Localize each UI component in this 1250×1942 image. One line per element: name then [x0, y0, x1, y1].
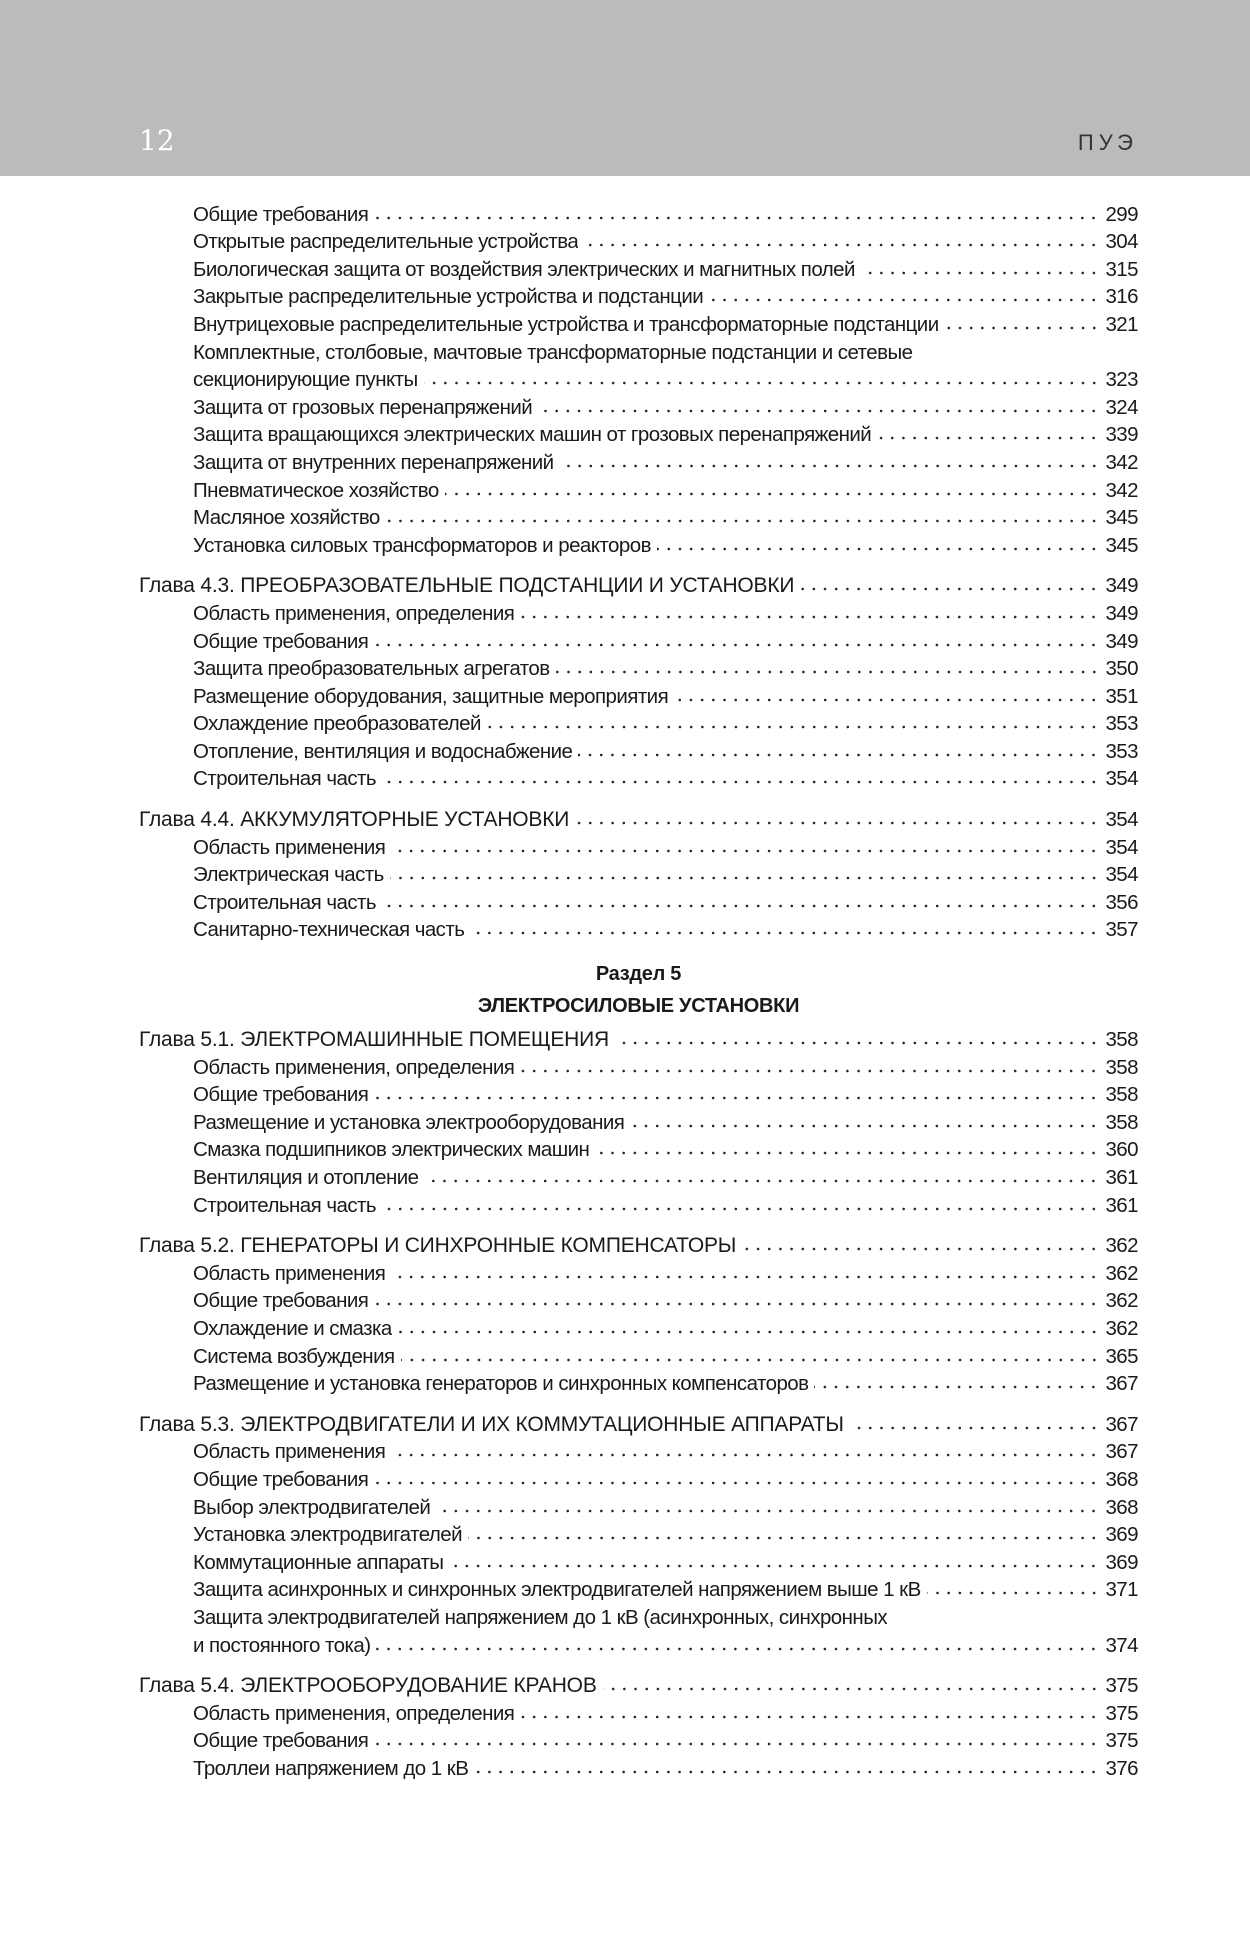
toc-page-number: 375 — [1105, 1701, 1138, 1725]
dot-leader — [487, 724, 1100, 730]
toc-entry-title: секционирующие пункты — [193, 368, 418, 392]
dot-leader — [800, 586, 1099, 592]
toc-entry[interactable] — [139, 392, 1138, 420]
toc-entry-title: Выбор электродвигателей — [193, 1495, 431, 1519]
toc-entry-title: Пневматическое хозяйство — [193, 478, 439, 502]
dot-leader — [374, 1301, 1099, 1307]
dot-leader — [877, 435, 1099, 441]
toc-entry-title: Глава 5.1. ЭЛЕКТРОМАШИННЫЕ ПОМЕЩЕНИЯ — [139, 1028, 609, 1052]
toc-entry-title: Область применения, определения — [193, 601, 515, 625]
toc-page-number: 299 — [1105, 202, 1138, 226]
toc-entry-title: Область применения — [193, 835, 386, 859]
dot-leader — [615, 1040, 1099, 1046]
toc-entry[interactable] — [139, 764, 1138, 792]
toc-page-number: 356 — [1105, 890, 1138, 914]
toc-page-number: 367 — [1105, 1412, 1138, 1436]
dot-leader — [374, 1741, 1099, 1747]
toc-entry-title: Защита электродвигателей напряжением до 1 кВ (асинхронных, синхронных — [193, 1605, 888, 1629]
dot-leader — [520, 1714, 1099, 1720]
toc-entry[interactable] — [139, 530, 1138, 558]
toc-page-number: 354 — [1105, 767, 1138, 791]
dot-leader — [391, 1452, 1099, 1458]
toc-entry-title: Область применения, определения — [193, 1055, 515, 1079]
toc-chapter[interactable] — [139, 1671, 1138, 1699]
dot-leader — [468, 1535, 1099, 1541]
toc-entry-title: Область применения — [193, 1440, 386, 1464]
dot-leader — [945, 325, 1100, 331]
toc-entry[interactable] — [139, 736, 1138, 764]
dot-leader — [374, 1480, 1099, 1486]
dot-leader — [376, 1646, 1099, 1652]
toc-group — [139, 1231, 1138, 1397]
toc-page-number: 353 — [1105, 712, 1138, 736]
toc-page-number: 374 — [1105, 1633, 1138, 1657]
toc-entry-title: Глава 5.3. ЭЛЕКТРОДВИГАТЕЛИ И ИХ КОММУТАЦИОННЫЕ АППАРАТЫ — [139, 1412, 844, 1436]
toc-entry-title: Смазка подшипников электрических машин — [193, 1138, 590, 1162]
toc-entry[interactable] — [139, 1286, 1138, 1314]
toc-entry[interactable] — [139, 598, 1138, 626]
dot-leader — [603, 1686, 1100, 1692]
dot-leader — [674, 697, 1099, 703]
toc-entry-title: Электрическая часть — [193, 863, 384, 887]
toc-entry[interactable] — [139, 887, 1138, 915]
toc-entry[interactable] — [139, 1464, 1138, 1492]
dot-leader — [470, 930, 1099, 936]
toc-entry[interactable] — [139, 309, 1138, 337]
toc-chapter[interactable] — [139, 1231, 1138, 1259]
toc-entry-title: Размещение и установка генераторов и синхронных компенсаторов — [193, 1372, 809, 1396]
toc-entry-title: Область применения, определения — [193, 1701, 515, 1725]
dot-leader — [709, 297, 1099, 303]
toc-page-number: 316 — [1105, 285, 1138, 309]
toc-entry-title: Общие требования — [193, 202, 369, 226]
toc-entry[interactable] — [139, 503, 1138, 531]
dot-leader — [390, 875, 1100, 881]
table-of-contents — [139, 199, 1138, 1794]
toc-entry[interactable] — [139, 337, 1138, 365]
toc-chapter[interactable] — [139, 1024, 1138, 1052]
toc-page-number: 342 — [1105, 450, 1138, 474]
toc-entry[interactable] — [139, 1520, 1138, 1548]
toc-page-number: 375 — [1105, 1674, 1138, 1698]
toc-page-number: 349 — [1105, 629, 1138, 653]
toc-entry[interactable] — [139, 1492, 1138, 1520]
toc-page-number: 358 — [1105, 1055, 1138, 1079]
toc-entry[interactable] — [139, 1369, 1138, 1397]
toc-group — [139, 199, 1138, 558]
toc-page-number: 342 — [1105, 478, 1138, 502]
dot-leader — [630, 1123, 1099, 1129]
toc-entry[interactable] — [139, 199, 1138, 227]
dot-leader — [382, 903, 1099, 909]
toc-entry-title: Закрытые распределительные устройства и подстанции — [193, 285, 704, 309]
toc-entry-title: Масляное хозяйство — [193, 506, 380, 530]
dot-leader — [398, 1329, 1100, 1335]
toc-page-number: 324 — [1105, 395, 1138, 419]
toc-entry[interactable] — [139, 1602, 1138, 1630]
toc-entry[interactable] — [139, 227, 1138, 255]
dot-leader — [927, 1590, 1100, 1596]
toc-page-number: 361 — [1105, 1193, 1138, 1217]
dot-leader — [584, 242, 1099, 248]
dot-leader — [391, 848, 1099, 854]
dot-leader — [382, 1206, 1099, 1212]
toc-page-number: 362 — [1105, 1261, 1138, 1285]
toc-entry-title: Глава 4.4. АККУМУЛЯТОРНЫЕ УСТАНОВКИ — [139, 808, 570, 832]
toc-page-number: 362 — [1105, 1234, 1138, 1258]
toc-page-number: 376 — [1105, 1756, 1138, 1780]
toc-entry-title: Внутрицеховые распределительные устройства и трансформаторные подстанции — [193, 312, 939, 336]
toc-entry[interactable] — [139, 1258, 1138, 1286]
toc-page-number: 354 — [1105, 835, 1138, 859]
page-header — [0, 0, 1250, 176]
toc-entry[interactable] — [139, 1575, 1138, 1603]
toc-entry[interactable] — [139, 475, 1138, 503]
toc-page-number: 368 — [1105, 1467, 1138, 1491]
toc-entry-continuation[interactable] — [139, 1630, 1138, 1658]
toc-group — [139, 1409, 1138, 1657]
dot-leader — [742, 1246, 1099, 1252]
dot-leader — [436, 1508, 1099, 1514]
toc-entry-title: Глава 4.3. ПРЕОБРАЗОВАТЕЛЬНЫЕ ПОДСТАНЦИИ И УСТАНОВКИ — [139, 574, 795, 598]
toc-entry-title: Строительная часть — [193, 1193, 376, 1217]
toc-entry[interactable] — [139, 1313, 1138, 1341]
toc-page-number: 369 — [1105, 1550, 1138, 1574]
toc-page-number: 360 — [1105, 1138, 1138, 1162]
toc-entry[interactable] — [139, 282, 1138, 310]
toc-page-number: 368 — [1105, 1495, 1138, 1519]
toc-entry-title: Защита преобразовательных агрегатов — [193, 657, 550, 681]
toc-entry[interactable] — [139, 1080, 1138, 1108]
toc-page-number: 365 — [1105, 1344, 1138, 1368]
toc-entry-title: Охлаждение и смазка — [193, 1316, 392, 1340]
dot-leader — [657, 546, 1100, 552]
toc-entry-title: и постоянного тока) — [193, 1633, 371, 1657]
toc-entry[interactable] — [139, 1698, 1138, 1726]
toc-page-number: 367 — [1105, 1372, 1138, 1396]
dot-leader — [578, 752, 1099, 758]
toc-page-number: 369 — [1105, 1523, 1138, 1547]
toc-chapter[interactable] — [139, 804, 1138, 832]
dot-leader — [445, 491, 1100, 497]
dot-leader — [575, 820, 1099, 826]
toc-entry[interactable] — [139, 709, 1138, 737]
toc-page-number: 321 — [1105, 312, 1138, 336]
toc-page-number: 362 — [1105, 1289, 1138, 1313]
toc-page-number: 361 — [1105, 1166, 1138, 1189]
toc-entry[interactable] — [139, 254, 1138, 282]
dot-leader — [520, 1068, 1099, 1074]
toc-entry-title: Открытые распределительные устройства — [193, 230, 579, 254]
toc-entry-title: Глава 5.2. ГЕНЕРАТОРЫ И СИНХРОННЫЕ КОМПЕНСАТОРЫ — [139, 1234, 737, 1258]
toc-entry-title: Строительная часть — [193, 890, 376, 914]
dot-leader — [861, 270, 1100, 276]
dot-leader — [386, 518, 1100, 524]
section-label: Раздел 5 — [595, 963, 682, 986]
dot-leader — [560, 463, 1100, 469]
toc-page-number: 323 — [1105, 368, 1138, 392]
toc-page-number: 349 — [1105, 574, 1138, 598]
toc-entry-title: Глава 5.4. ЭЛЕКТРООБОРУДОВАНИЕ КРАНОВ — [139, 1674, 597, 1698]
toc-page-number: 350 — [1105, 657, 1138, 681]
toc-page-number: 339 — [1105, 423, 1138, 447]
dot-leader — [424, 380, 1100, 386]
toc-page-number: 315 — [1105, 257, 1138, 281]
toc-entry[interactable] — [139, 654, 1138, 682]
dot-leader — [538, 408, 1099, 414]
toc-entry-title: Защита от внутренних перенапряжений — [193, 450, 554, 474]
toc-entry[interactable] — [139, 1162, 1138, 1190]
toc-page-number: 304 — [1105, 230, 1138, 254]
toc-entry-title: Коммутационные аппараты — [193, 1550, 444, 1574]
toc-entry-title: Отопление, вентиляция и водоснабжение — [193, 739, 573, 763]
toc-entry-title: Защита асинхронных и синхронных электродвигателей напряжением выше 1 кВ — [193, 1578, 921, 1602]
toc-entry[interactable] — [139, 681, 1138, 709]
toc-entry-title: Биологическая защита от воздействия электрических и магнитных полей — [193, 257, 855, 281]
toc-entry[interactable] — [139, 1190, 1138, 1218]
toc-page-number: 357 — [1105, 918, 1138, 942]
toc-page-number: 358 — [1105, 1110, 1138, 1134]
toc-page-number: 353 — [1105, 739, 1138, 763]
toc-entry-title: Общие требования — [193, 1467, 369, 1491]
toc-entry[interactable] — [139, 1547, 1138, 1575]
toc-entry-title: Строительная часть — [193, 767, 376, 791]
toc-entry-title: Защита вращающихся электрических машин от грозовых перенапряжений — [193, 423, 872, 447]
toc-group — [139, 960, 1138, 1217]
toc-group — [139, 1671, 1138, 1781]
toc-entry-title: Санитарно-техническая часть — [193, 918, 465, 942]
toc-entry[interactable] — [139, 1753, 1138, 1781]
toc-entry[interactable] — [139, 915, 1138, 943]
toc-entry-title: Размещение и установка электрооборудования — [193, 1110, 625, 1134]
toc-entry-title: Общие требования — [193, 1083, 369, 1107]
toc-entry-title: Область применения — [193, 1261, 386, 1285]
dot-leader — [850, 1425, 1100, 1431]
toc-page-number: 345 — [1105, 533, 1138, 557]
dot-leader — [424, 1178, 1099, 1184]
toc-page-number: 371 — [1105, 1578, 1138, 1602]
toc-entry-title: Защита от грозовых перенапряжений — [193, 395, 533, 419]
toc-page-number: 358 — [1105, 1083, 1138, 1107]
toc-page-number: 358 — [1105, 1028, 1138, 1052]
toc-group — [139, 804, 1138, 942]
toc-entry[interactable] — [139, 447, 1138, 475]
toc-entry-title: Общие требования — [193, 1289, 369, 1313]
toc-group — [139, 571, 1138, 792]
section-title: ЭЛЕКТРОСИЛОВЫЕ УСТАНОВКИ — [477, 995, 800, 1018]
toc-entry[interactable] — [139, 1437, 1138, 1465]
toc-page-number: 354 — [1105, 863, 1138, 887]
page-number: 12 — [139, 124, 175, 157]
toc-entry[interactable] — [139, 626, 1138, 654]
toc-entry[interactable] — [139, 1135, 1138, 1163]
dot-leader — [391, 1274, 1099, 1280]
dot-leader — [814, 1384, 1099, 1390]
toc-entry-title: Охлаждение преобразователей — [193, 712, 481, 736]
toc-chapter[interactable] — [139, 571, 1138, 599]
toc-entry-title: Система возбуждения — [193, 1344, 395, 1368]
toc-entry[interactable] — [139, 1107, 1138, 1135]
dot-leader — [449, 1563, 1099, 1569]
dot-leader — [374, 215, 1099, 221]
dot-leader — [374, 1095, 1099, 1101]
toc-page-number: 345 — [1105, 506, 1138, 530]
toc-entry[interactable] — [139, 860, 1138, 888]
dot-leader — [474, 1769, 1099, 1775]
toc-entry-title: Размещение оборудования, защитные мероприятия — [193, 684, 669, 708]
toc-entry-title: Троллеи напряжением до 1 кВ — [193, 1756, 469, 1780]
dot-leader — [595, 1150, 1099, 1156]
toc-entry-title: Общие требования — [193, 629, 369, 653]
toc-entry-title: Вентиляция и отопление — [193, 1166, 419, 1189]
toc-entry[interactable] — [139, 1726, 1138, 1754]
toc-entry-continuation[interactable] — [139, 365, 1138, 393]
dot-leader — [382, 779, 1099, 785]
toc-entry[interactable] — [139, 832, 1138, 860]
toc-page-number: 375 — [1105, 1729, 1138, 1753]
toc-page-number: 349 — [1105, 601, 1138, 625]
toc-page-number: 362 — [1105, 1316, 1138, 1340]
toc-page-number: 367 — [1105, 1440, 1138, 1464]
toc-page-number: 354 — [1105, 808, 1138, 832]
toc-entry[interactable] — [139, 1052, 1138, 1080]
running-title: ПУЭ — [1077, 130, 1138, 155]
toc-page-number: 351 — [1105, 684, 1138, 708]
toc-entry[interactable] — [139, 420, 1138, 448]
dot-leader — [556, 669, 1100, 675]
toc-entry-title: Установка электродвигателей — [193, 1523, 463, 1547]
dot-leader — [401, 1357, 1100, 1363]
toc-entry-title: Комплектные, столбовые, мачтовые трансформаторные подстанции и сетевые — [193, 340, 913, 364]
dot-leader — [374, 642, 1099, 648]
toc-entry-title: Установка силовых трансформаторов и реакторов — [193, 533, 651, 557]
toc-chapter[interactable] — [139, 1409, 1138, 1437]
dot-leader — [520, 614, 1099, 620]
toc-entry-title: Общие требования — [193, 1729, 369, 1753]
toc-entry[interactable] — [139, 1341, 1138, 1369]
